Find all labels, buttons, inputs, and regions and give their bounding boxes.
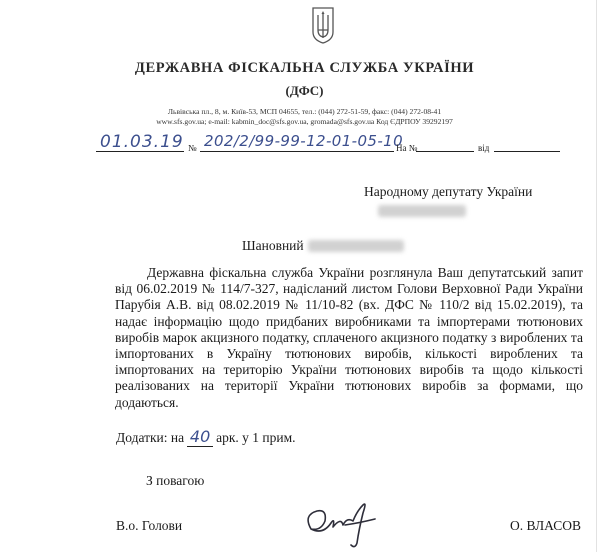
redacted-addressee-name (378, 205, 466, 217)
greeting: Шановний (242, 238, 304, 253)
addressee-title: Народному депутату України (364, 184, 533, 199)
contact-address-line: Львівська пл., 8, м. Київ-53, МСП 04655, тел.: (044) 272-51-59, факс: (044) 272-08-41 (167, 107, 442, 116)
handwritten-signature (297, 495, 387, 550)
reference-date-underline (494, 151, 560, 152)
reference-number-label: На № (396, 143, 418, 153)
signatory-position: В.о. Голови (116, 518, 183, 533)
attachments-line (116, 427, 296, 447)
registration-line (96, 130, 596, 160)
organization-abbreviation: (ДФС) (285, 83, 324, 98)
signatory-name: О. ВЛАСОВ (510, 518, 581, 533)
reference-date-label: від (478, 143, 490, 153)
coat-of-arms-trident-icon (310, 6, 336, 44)
redacted-greeting-name (308, 240, 404, 252)
letter-body (115, 265, 583, 411)
registration-number: 202/2/99-99-12-01-05-10 (204, 132, 404, 150)
attachments-prefix: Додатки: на (116, 430, 185, 445)
letter-body-text: Державна фіскальна служба України розглянула Ваш депутатський запит від 06.02.2019 № 114/7-327, надісланий листом Голови Верховної Ради України Парубія А.В. від 08.02.2019 № 11/10-82 (вх. ДФС № 110/2 від 15.02.2019), та надає інформацію щодо придбаних виробниками та імпортерами тютюнових виробів марок акцизного податку, сплаченого акцизного податку з вироблених та імпортованих в Україну тютюнових виробів, кількості вироблених та імпортованих на територію України тютюнових виробів та щодо кількості реалізованих на території України тютюнових виробів за формами, що додаються. (115, 265, 583, 410)
number-sign: № (188, 143, 197, 153)
contact-web-line: www.sfs.gov.ua; e-mail: kabmin_doc@sfs.gov.ua, gromada@sfs.gov.ua Код ЄДРПОУ 39292197 (156, 117, 453, 126)
organization-name: ДЕРЖАВНА ФІСКАЛЬНА СЛУЖБА УКРАЇНИ (134, 60, 475, 76)
number-underline (200, 151, 394, 152)
date-underline (96, 151, 184, 152)
attachments-suffix: арк. у 1 прим. (216, 430, 296, 445)
reference-number-underline (416, 151, 474, 152)
registration-date: 01.03.19 (100, 132, 184, 152)
closing-phrase: З повагою (146, 473, 205, 488)
scan-edge-divider (596, 0, 597, 552)
attachments-count: 40 (187, 427, 213, 447)
